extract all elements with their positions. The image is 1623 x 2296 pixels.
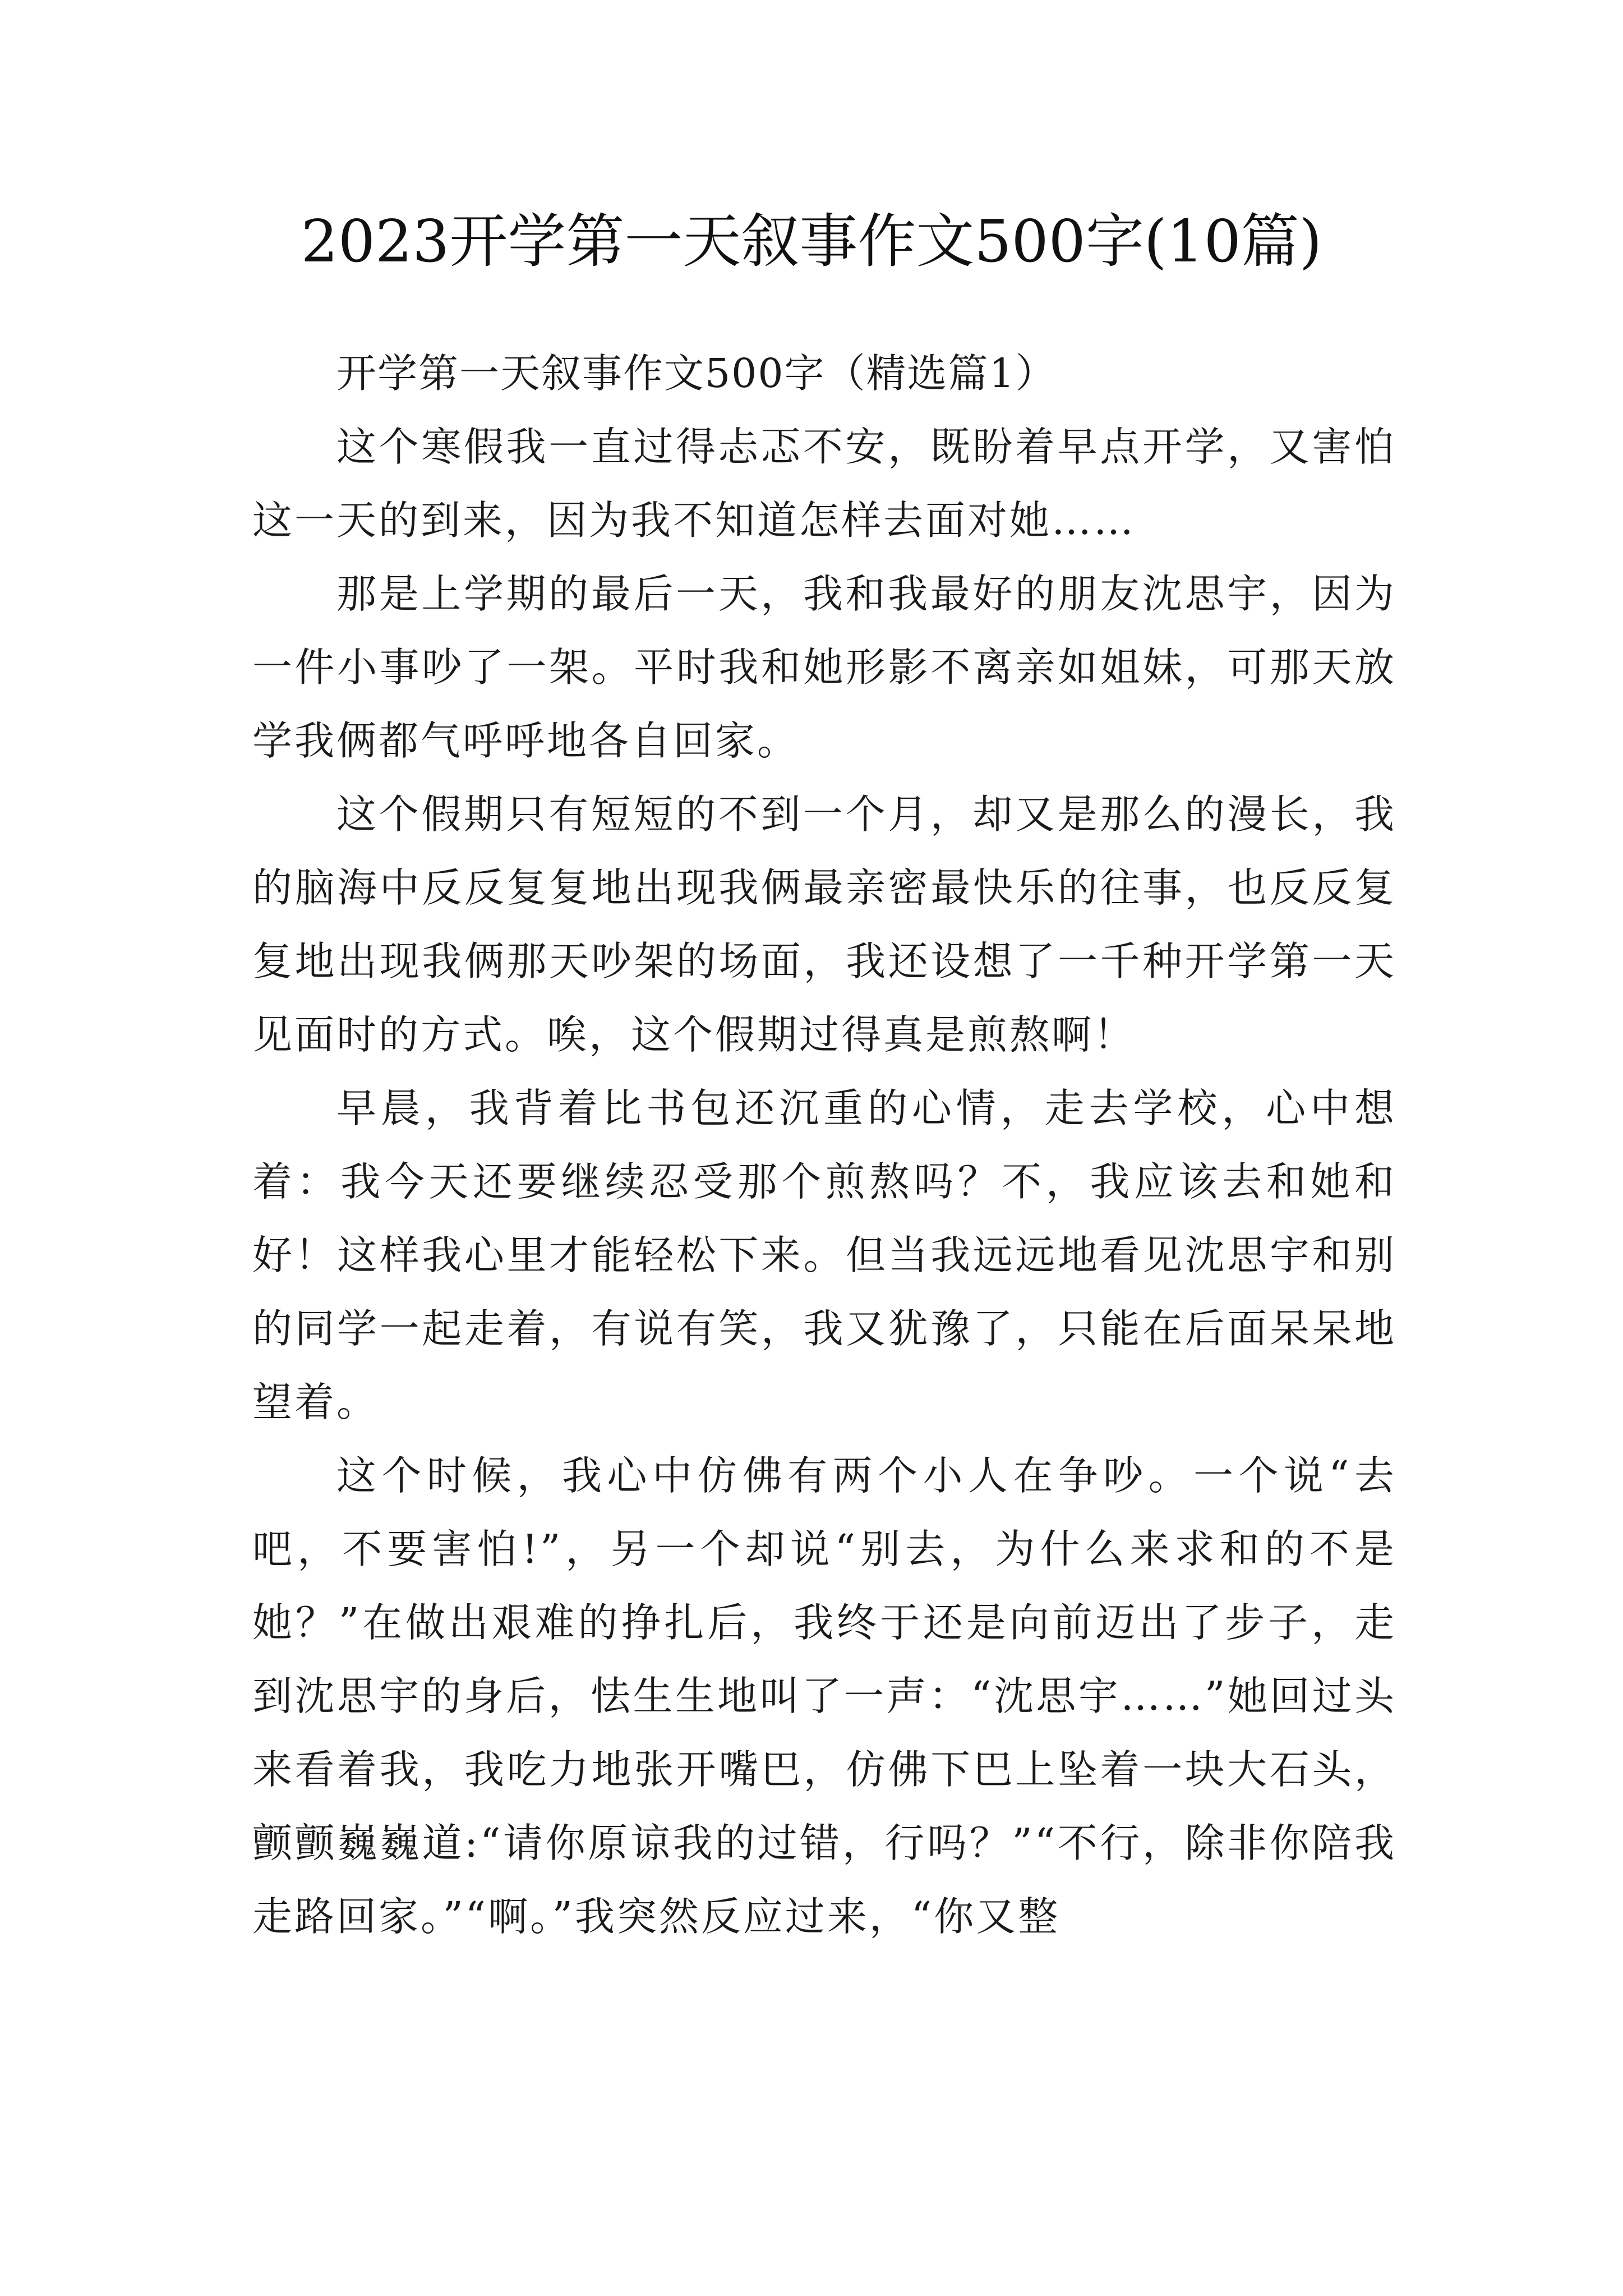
- document-body: [252, 337, 1396, 1953]
- paragraph-2: 那是上学期的最后一天，我和我最好的朋友沈思宇，因为一件小事吵了一架。平时我和她形影不离亲如姐妹，可那天放学我俩都气呼呼地各自回家。: [252, 570, 1396, 764]
- paragraph-5: 这个时候，我心中仿佛有两个小人在争吵。一个说“去吧，不要害怕!”，另一个却说“别去，为什么来求和的不是她？”在做出艰难的挣扎后，我终于还是向前迈出了步子，走到沈思宇的身后，怯生生地叫了一声：“沈思宇……”她回过头来看着我，我吃力地张开嘴巴，仿佛下巴上坠着一块大石头，颤颤巍巍道:“请你原谅我的过错，行吗？”“不行，除非你陪我走路回家。”“啊。”我突然反应过来，“你又整: [252, 1452, 1396, 1940]
- paragraph-3: 这个假期只有短短的不到一个月，却又是那么的漫长，我的脑海中反反复复地出现我俩最亲密最快乐的往事，也反反复复地出现我俩那天吵架的场面，我还设想了一千种开学第一天见面时的方式。唉，这个假期过得真是煎熬啊！: [252, 791, 1396, 1058]
- paragraph-1: 这个寒假我一直过得忐忑不安，既盼着早点开学，又害怕这一天的到来，因为我不知道怎样去面对她……: [252, 424, 1396, 544]
- paragraph-4: 早晨，我背着比书包还沉重的心情，走去学校，心中想着：我今天还要继续忍受那个煎熬吗？不，我应该去和她和好！这样我心里才能轻松下来。但当我远远地看见沈思宇和别的同学一起走着，有说有笑，我又犹豫了，只能在后面呆呆地望着。: [252, 1085, 1396, 1425]
- document-title: 2023开学第一天叙事作文500字(10篇): [301, 207, 1322, 275]
- section-heading: 开学第一天叙事作文500字（精选篇1）: [336, 350, 1057, 397]
